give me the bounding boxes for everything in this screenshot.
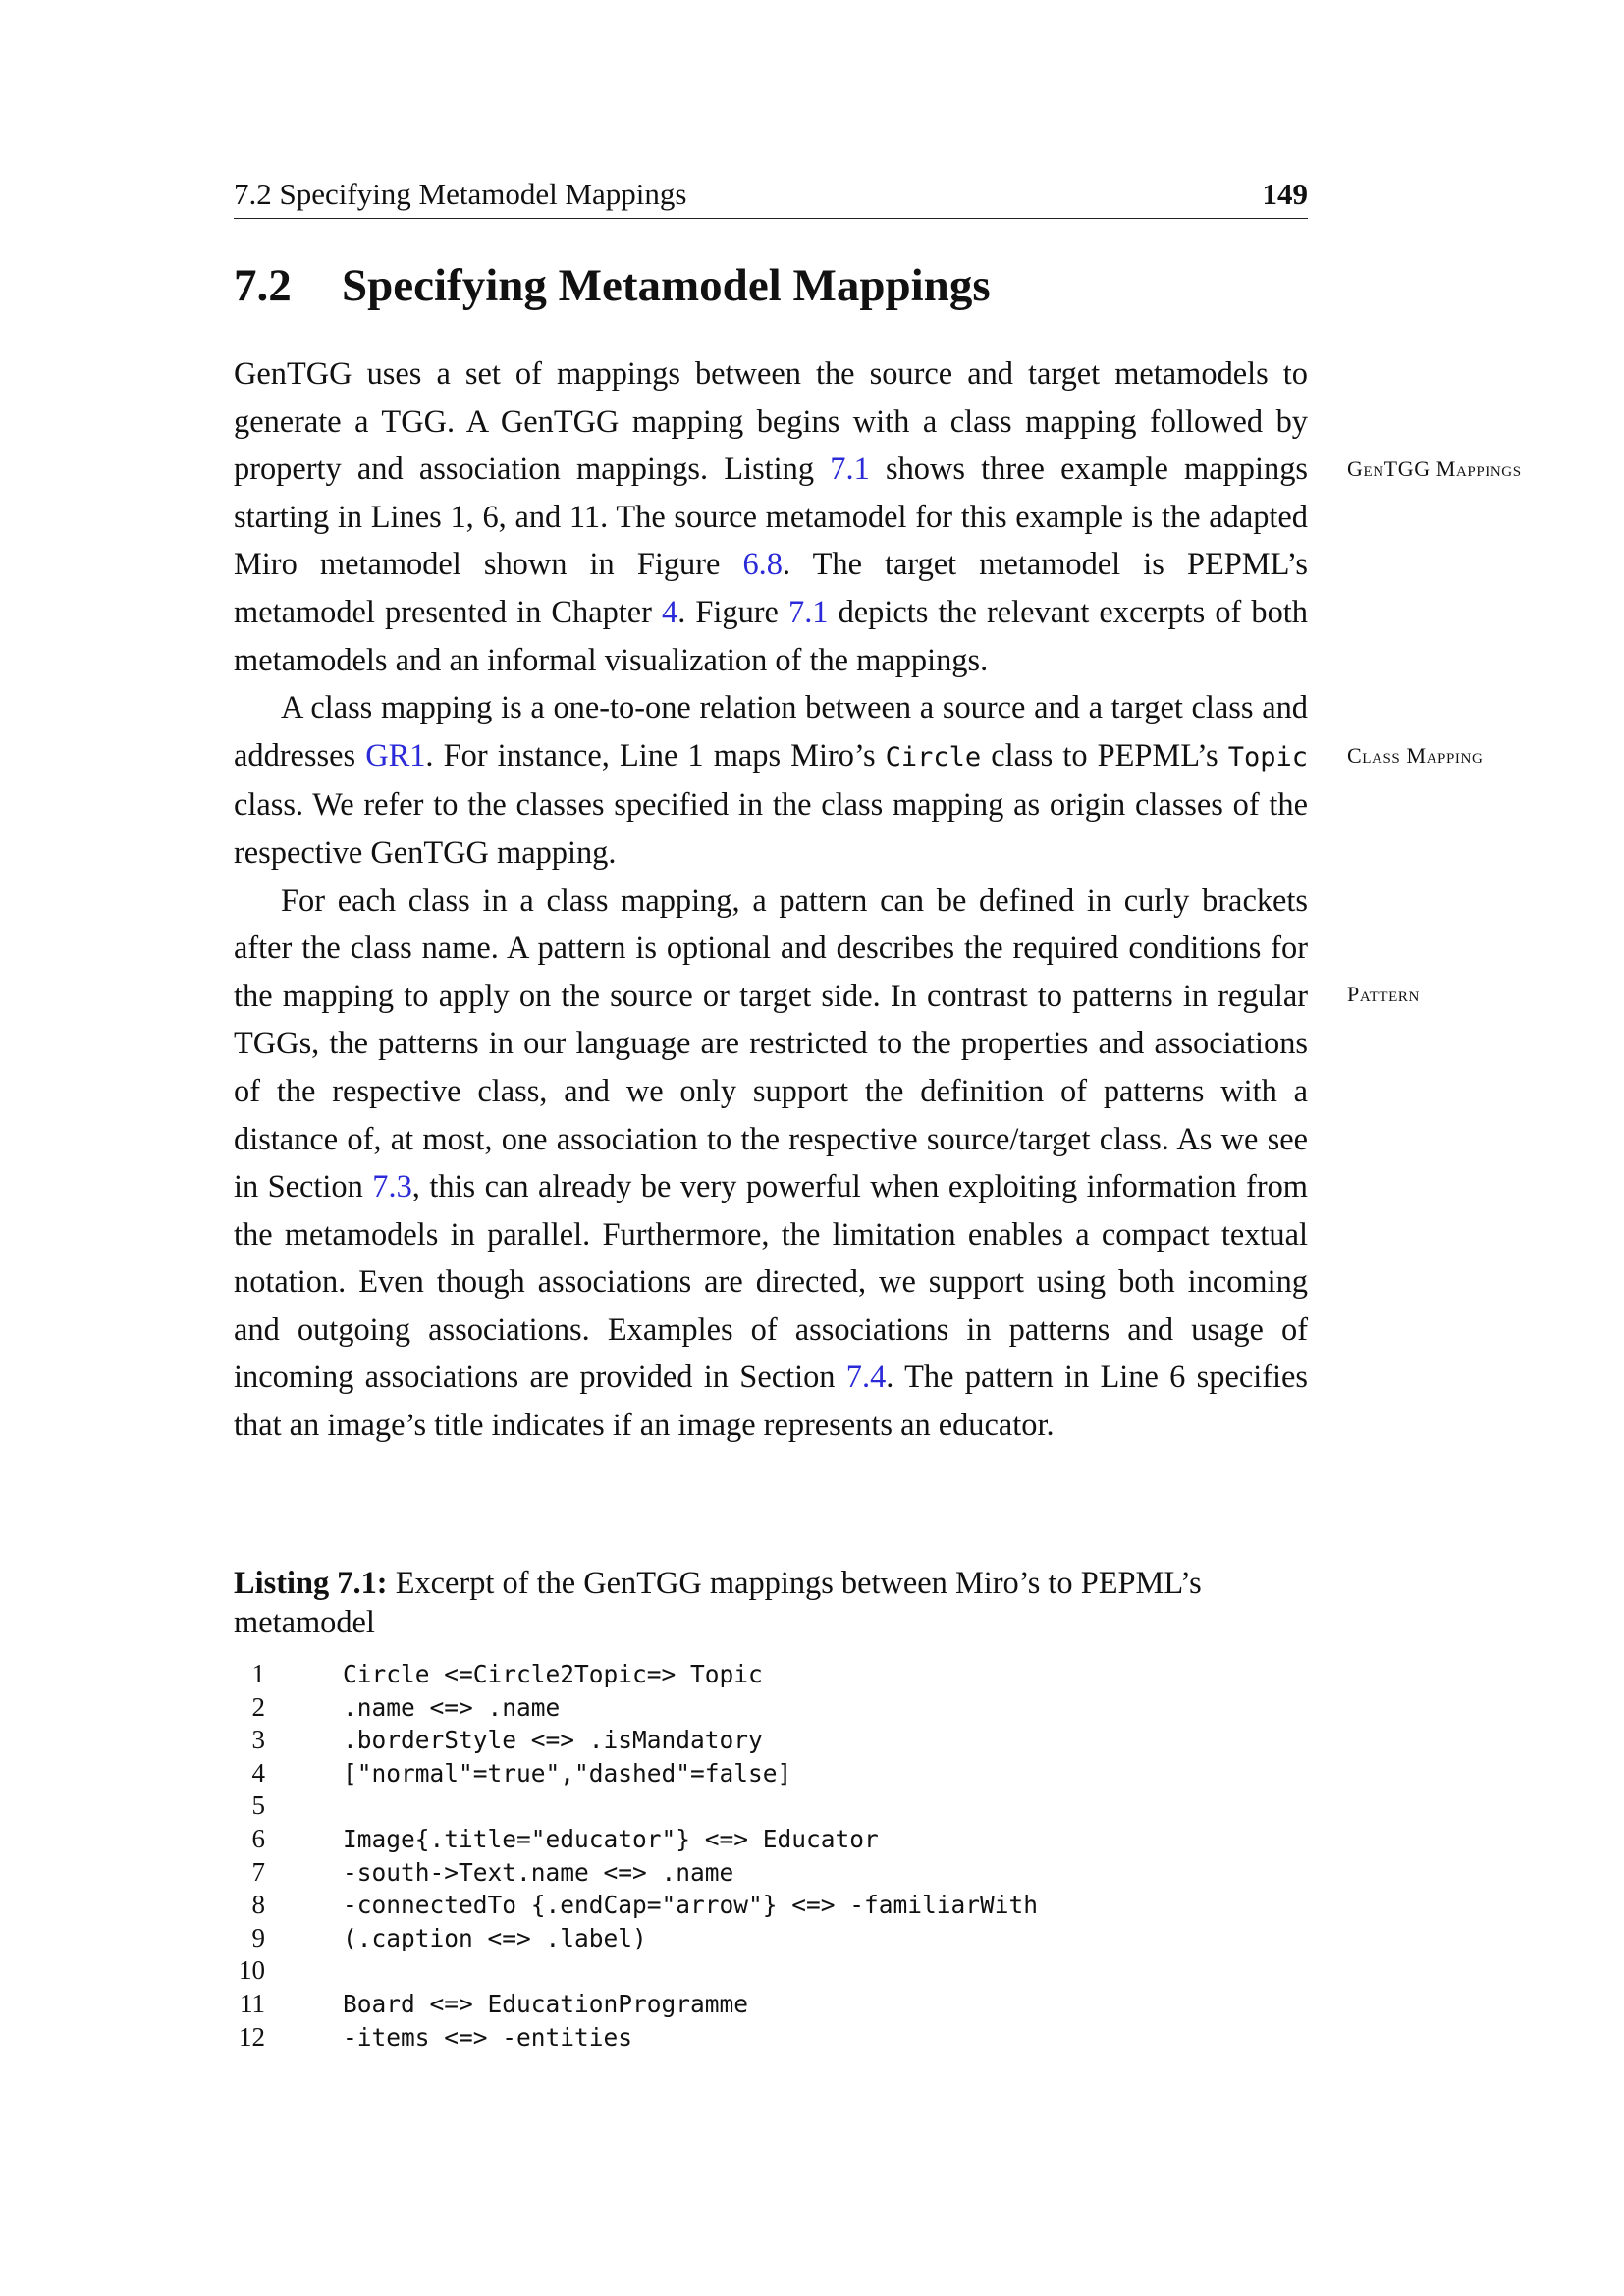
listing-caption [234,1564,1308,1642]
code-line [234,1988,1308,2021]
code-line [234,1889,1308,1922]
margin-note-pattern: Pattern [1347,982,1420,1006]
section-ref-link[interactable]: 7.3 [372,1169,412,1205]
text-run: depicts the relevant excerpts of both metamodels and an informal visualization of the mappings. [234,594,1308,678]
text-run: class to PEPML’s [981,737,1228,774]
text-run: . Figure [677,594,788,630]
body-text [234,350,1308,1450]
code-text: .name <=> .name [343,1692,561,1722]
code-line [234,1954,1308,1988]
code-text: -south->Text.name <=> .name [343,1857,734,1887]
inline-code: Circle [885,741,982,773]
listing-ref-link[interactable]: 7.1 [830,452,870,488]
code-line [234,1922,1308,1955]
margin-note-gentgg-mappings: GenTGG Mappings [1347,456,1522,481]
line-number: 6 [251,1823,265,1853]
line-number: 4 [251,1757,265,1788]
code-text: Board <=> EducationProgramme [343,1989,749,2018]
listing-label: Listing 7.1: [234,1566,388,1601]
code-text: ["normal"=true","dashed"=false] [343,1758,792,1788]
code-line [234,1658,1308,1691]
text-run: A class mapping is a one-to-one relation between a source and a target class and addresses [234,690,1308,774]
code-text: Circle <=Circle2Topic=> Topic [343,1660,763,1688]
paragraph-3 [234,878,1308,1450]
margin-note-class-mapping: Class Mapping [1347,743,1484,768]
code-text: (.caption <=> .label) [343,1923,647,1952]
text-run: class. We refer to the classes specified in the class mapping as origin classes of the respective GenTGG mapping. [234,787,1308,871]
running-header-title: 7.2 Specifying Metamodel Mappings [234,177,687,211]
line-number: 2 [251,1691,265,1722]
text-run: For each class in a class mapping, a pattern can be defined in curly brackets after the class name. A pattern is optional and describes the required conditions for the mapping to apply on the source or target side. In contrast to patterns in regular TGGs, the patterns in our language are restricted to the properties and associations of the respective class, and we only support the definition of patterns with a distance of, at most, one association to the respective source/target class. As we see in Section [234,882,1308,1205]
line-number: 7 [251,1856,265,1887]
line-number: 8 [251,1890,265,1920]
figure-ref-link[interactable]: 6.8 [742,547,783,583]
inline-code: Topic [1227,741,1308,773]
line-number: 12 [239,2021,265,2052]
code-text: -connectedTo {.endCap="arrow"} <=> -familiarWith [343,1891,1039,1920]
paragraph-1 [234,350,1308,684]
section-title: Specifying Metamodel Mappings [342,260,991,311]
line-number: 9 [251,1922,265,1952]
paragraph-2 [234,684,1308,877]
text-run: shows three example mappings starting in Lines 1, 6, and 11. The source metamodel for this example is the adapted Miro metamodel shown in Figure [234,452,1308,583]
code-line [234,1757,1308,1790]
chapter-ref-link[interactable]: 4 [662,594,678,630]
text-run: . The pattern in Line 6 specifies that an image’s title indicates if an image represents an educator. [234,1360,1309,1444]
code-text: Image{.title="educator"} <=> Educator [343,1824,879,1853]
code-text: .borderStyle <=> .isMandatory [343,1726,763,1755]
code-line [234,1823,1308,1856]
code-line [234,1856,1308,1890]
section-number: 7.2 [234,260,292,311]
figure-ref-link[interactable]: 7.1 [788,594,829,630]
code-line [234,1724,1308,1757]
code-line [234,1789,1308,1823]
line-number: 10 [239,1955,265,1986]
text-run: . The target metamodel is PEPML’s metamodel presented in Chapter [234,547,1308,630]
line-number: 3 [251,1725,265,1755]
requirement-ref-link[interactable]: GR1 [365,737,426,774]
code-line [234,1691,1308,1725]
text-run: . For instance, Line 1 maps Miro’s [425,737,886,774]
running-header [234,175,1308,219]
listing-caption-text: Excerpt of the GenTGG mappings between Miro’s to PEPML’s metamodel [234,1566,1202,1640]
page-number: 149 [1262,177,1308,211]
text-run: , this can already be very powerful when exploiting information from the metamodels in parallel. Furthermore, the limitation enables a compact textual notation. Even though associations are directed, we support using both incoming and outgoing associations. Examples of associations in patterns and usage of incoming associations are provided in Section [234,1169,1308,1396]
code-text: -items <=> -entities [343,2022,633,2052]
code-line [234,2021,1308,2055]
line-number: 11 [240,1988,265,2018]
section-heading [234,259,991,312]
text-run: GenTGG uses a set of mappings between the source and target metamodels to generate a TGG. A GenTGG mapping begins with a class mapping followed by property and association mappings. Listing [234,356,1308,488]
code-listing [234,1658,1308,2054]
section-ref-link[interactable]: 7.4 [845,1360,887,1396]
line-number: 1 [251,1659,265,1688]
line-number: 5 [251,1790,265,1821]
